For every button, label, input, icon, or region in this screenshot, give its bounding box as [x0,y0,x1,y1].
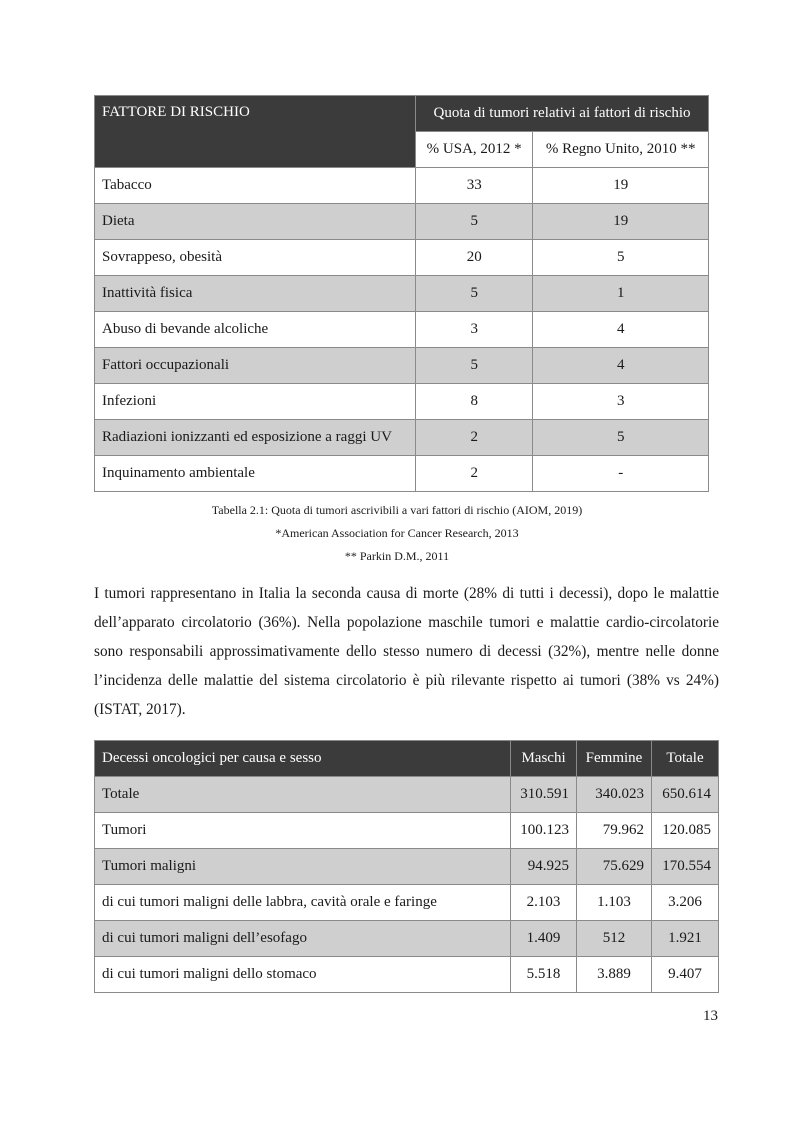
cell-totale: 1.921 [652,921,719,957]
cell-factor: Tabacco [95,168,416,204]
cell-totale: 120.085 [652,813,719,849]
header-risk-factor: FATTORE DI RISCHIO [95,96,416,168]
cell-factor: Inattività fisica [95,276,416,312]
cell-factor: Infezioni [95,384,416,420]
cell-factor: Dieta [95,204,416,240]
table-row [95,420,709,456]
cell-usa: 5 [416,348,533,384]
cell-usa: 2 [416,456,533,492]
cell-maschi: 2.103 [511,885,577,921]
cell-cause: Tumori [95,813,511,849]
cancer-deaths-table [94,740,719,993]
table-row [95,276,709,312]
cell-cause: di cui tumori maligni dell’esofago [95,921,511,957]
cell-totale: 3.206 [652,885,719,921]
cell-factor: Fattori occupazionali [95,348,416,384]
cell-usa: 8 [416,384,533,420]
cell-cause: Totale [95,777,511,813]
cell-femmine: 1.103 [577,885,652,921]
table-row [95,921,719,957]
cell-usa: 3 [416,312,533,348]
page-number: 13 [703,1008,718,1024]
cell-femmine: 512 [577,921,652,957]
cell-uk: 1 [533,276,709,312]
table-row [95,849,719,885]
table-row [95,777,719,813]
table-row [95,168,709,204]
cell-usa: 2 [416,420,533,456]
cell-uk: 3 [533,384,709,420]
table-row [95,957,719,993]
cell-factor: Sovrappeso, obesità [95,240,416,276]
table-row [95,204,709,240]
cell-femmine: 340.023 [577,777,652,813]
cell-uk: 4 [533,348,709,384]
cell-femmine: 79.962 [577,813,652,849]
cell-totale: 170.554 [652,849,719,885]
caption-footnote-usa: *American Association for Cancer Research, 2013 [275,526,519,540]
table-row [95,240,709,276]
body-paragraph [94,579,719,724]
cell-factor: Inquinamento ambientale [95,456,416,492]
cell-uk: 19 [533,204,709,240]
cell-totale: 650.614 [652,777,719,813]
table-row [95,384,709,420]
cell-cause: Tumori maligni [95,849,511,885]
cell-uk: - [533,456,709,492]
cell-femmine: 75.629 [577,849,652,885]
cell-cause: di cui tumori maligni dello stomaco [95,957,511,993]
cell-uk: 19 [533,168,709,204]
cell-uk: 5 [533,420,709,456]
cell-cause: di cui tumori maligni delle labbra, cavità orale e faringe [95,885,511,921]
cell-maschi: 310.591 [511,777,577,813]
cell-uk: 4 [533,312,709,348]
cell-usa: 5 [416,276,533,312]
cell-usa: 33 [416,168,533,204]
cell-totale: 9.407 [652,957,719,993]
table-row [95,312,709,348]
table-caption: Tabella 2.1: Quota di tumori ascrivibili a vari fattori di rischio (AIOM, 2019) [211,503,583,517]
cell-femmine: 3.889 [577,957,652,993]
cell-factor: Radiazioni ionizzanti ed esposizione a raggi UV [95,420,416,456]
cell-usa: 20 [416,240,533,276]
cell-uk: 5 [533,240,709,276]
cell-usa: 5 [416,204,533,240]
header-maschi: Maschi [511,741,577,777]
cell-maschi: 1.409 [511,921,577,957]
header-femmine: Femmine [577,741,652,777]
risk-factor-table [94,95,709,492]
table-row [95,456,709,492]
header-cause: Decessi oncologici per causa e sesso [95,741,511,777]
table-row [95,813,719,849]
paragraph-text: I tumori rappresentano in Italia la seconda causa di morte (28% di tutti i decessi), dopo le malattie dell’apparato circolatorio (36%). Nella popolazione maschile tumori e malattie cardio-circolatorie sono responsabili approssimativamente dello stesso numero di decessi (32%), mentre nelle donne l’incidenza delle malattie del sistema circolatorio è più rilevante rispetto ai tumori (38% vs 24%) (ISTAT, 2017). [94,585,719,718]
cell-maschi: 94.925 [511,849,577,885]
subheader-uk: % Regno Unito, 2010 ** [533,132,709,168]
cell-factor: Abuso di bevande alcoliche [95,312,416,348]
cell-maschi: 100.123 [511,813,577,849]
subheader-usa: % USA, 2012 * [416,132,533,168]
cell-maschi: 5.518 [511,957,577,993]
header-quota-group: Quota di tumori relativi ai fattori di rischio [416,96,709,132]
table-row [95,348,709,384]
header-totale: Totale [652,741,719,777]
table-row [95,885,719,921]
caption-footnote-uk: ** Parkin D.M., 2011 [344,549,450,563]
